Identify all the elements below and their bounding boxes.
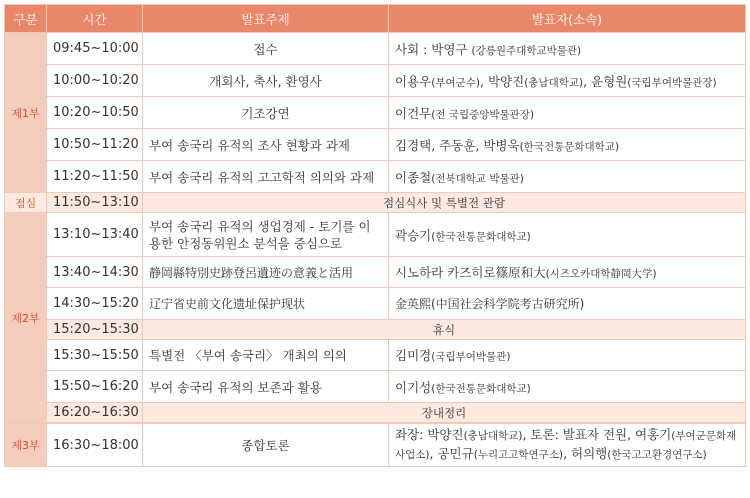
- presenter-cell: 이기성(한국전통문화대학교): [389, 371, 746, 403]
- time-cell: 10:20~10:50: [47, 97, 143, 129]
- header-time: 시간: [47, 5, 143, 33]
- table-row: [5, 33, 746, 65]
- time-cell: 13:10~13:40: [47, 213, 143, 257]
- presenter-cell: 김미경(국립부여박물관): [389, 340, 746, 371]
- table-row-break: [5, 320, 746, 340]
- topic-cell: 기조강연: [143, 97, 389, 129]
- presenter-cell: 金英熙(中国社会科学院考古研究所): [389, 288, 746, 320]
- header-topic: 발표주제: [143, 5, 389, 33]
- presenter-cell: 곽승기(한국전통문화대학교): [389, 213, 746, 257]
- topic-cell: 부여 송국리 유적의 생업경제 - 토기를 이용한 안정동위원소 분석을 중심으로: [143, 213, 389, 257]
- table-header-row: [5, 5, 746, 33]
- presenter-cell: 시노하라 카즈히로篠原和大(시즈오카대학静岡大学): [389, 257, 746, 288]
- time-cell: 16:20~16:30: [47, 403, 143, 423]
- table-row: [5, 340, 746, 371]
- topic-cell: 종합토론: [143, 424, 389, 467]
- break-cell: 휴식: [143, 320, 746, 340]
- table-row: [5, 257, 746, 288]
- symposium-program-table: [4, 4, 746, 467]
- time-cell: 13:40~14:30: [47, 257, 143, 288]
- time-cell: 09:45~10:00: [47, 33, 143, 65]
- time-cell: 10:50~11:20: [47, 129, 143, 161]
- topic-cell: 静岡縣特別史跡登呂遺迹の意義と活用: [143, 257, 389, 288]
- header-session: 구분: [5, 5, 47, 33]
- header-presenter: 발표자(소속): [389, 5, 746, 33]
- table-row-lunch: [5, 193, 746, 213]
- table-row: [5, 213, 746, 257]
- session-label-2: 제2부: [5, 213, 47, 424]
- topic-cell: 부여 송국리 유적의 고고학적 의의와 과제: [143, 161, 389, 193]
- topic-cell: 개회사, 축사, 환영사: [143, 65, 389, 97]
- presenter-cell: 사회 : 박영구 (강릉원주대학교박물관): [389, 33, 746, 65]
- topic-cell: 접수: [143, 33, 389, 65]
- presenter-cell: 좌장: 박양진(충남대학교), 토론: 발표자 전원, 여홍기(부여군문화재사업소), 공민규(누리고고학연구소), 허의행(한국고고환경연구소): [389, 424, 746, 467]
- lunch-cell: 점심식사 및 특별전 관람: [143, 193, 746, 213]
- time-cell: 11:50~13:10: [47, 193, 143, 213]
- topic-cell: 부여 송국리 유적의 보존과 활용: [143, 371, 389, 403]
- session-label-3: 제3부: [5, 424, 47, 467]
- table-row: [5, 288, 746, 320]
- presenter-cell: 김경택, 주동훈, 박병욱(한국전통문화대학교): [389, 129, 746, 161]
- table-row: [5, 424, 746, 467]
- time-cell: 10:00~10:20: [47, 65, 143, 97]
- presenter-cell: 이건무(전 국립중앙박물관장): [389, 97, 746, 129]
- table-row: [5, 129, 746, 161]
- topic-cell: 辽宁省史前文化遗址保护现状: [143, 288, 389, 320]
- time-cell: 14:30~15:20: [47, 288, 143, 320]
- cleanup-cell: 장내정리: [143, 403, 746, 423]
- time-cell: 15:20~15:30: [47, 320, 143, 340]
- presenter-cell: 이종철(전북대학교 박물관): [389, 161, 746, 193]
- session-label-1: 제1부: [5, 33, 47, 193]
- time-cell: 11:20~11:50: [47, 161, 143, 193]
- presenter-cell: 이용우(부여군수), 박양진(충남대학교), 윤형원(국립부여박물관장): [389, 65, 746, 97]
- time-cell: 15:50~16:20: [47, 371, 143, 403]
- table-row: [5, 97, 746, 129]
- table-row: [5, 65, 746, 97]
- topic-cell: 부여 송국리 유적의 조사 현황과 과제: [143, 129, 389, 161]
- topic-cell: 특별전 〈부여 송국리〉 개최의 의의: [143, 340, 389, 371]
- table-row-cleanup: [5, 403, 746, 423]
- time-cell: 15:30~15:50: [47, 340, 143, 371]
- table-row: [5, 161, 746, 193]
- session-label-lunch: 점심: [5, 193, 47, 213]
- table-row: [5, 371, 746, 403]
- time-cell: 16:30~18:00: [47, 424, 143, 467]
